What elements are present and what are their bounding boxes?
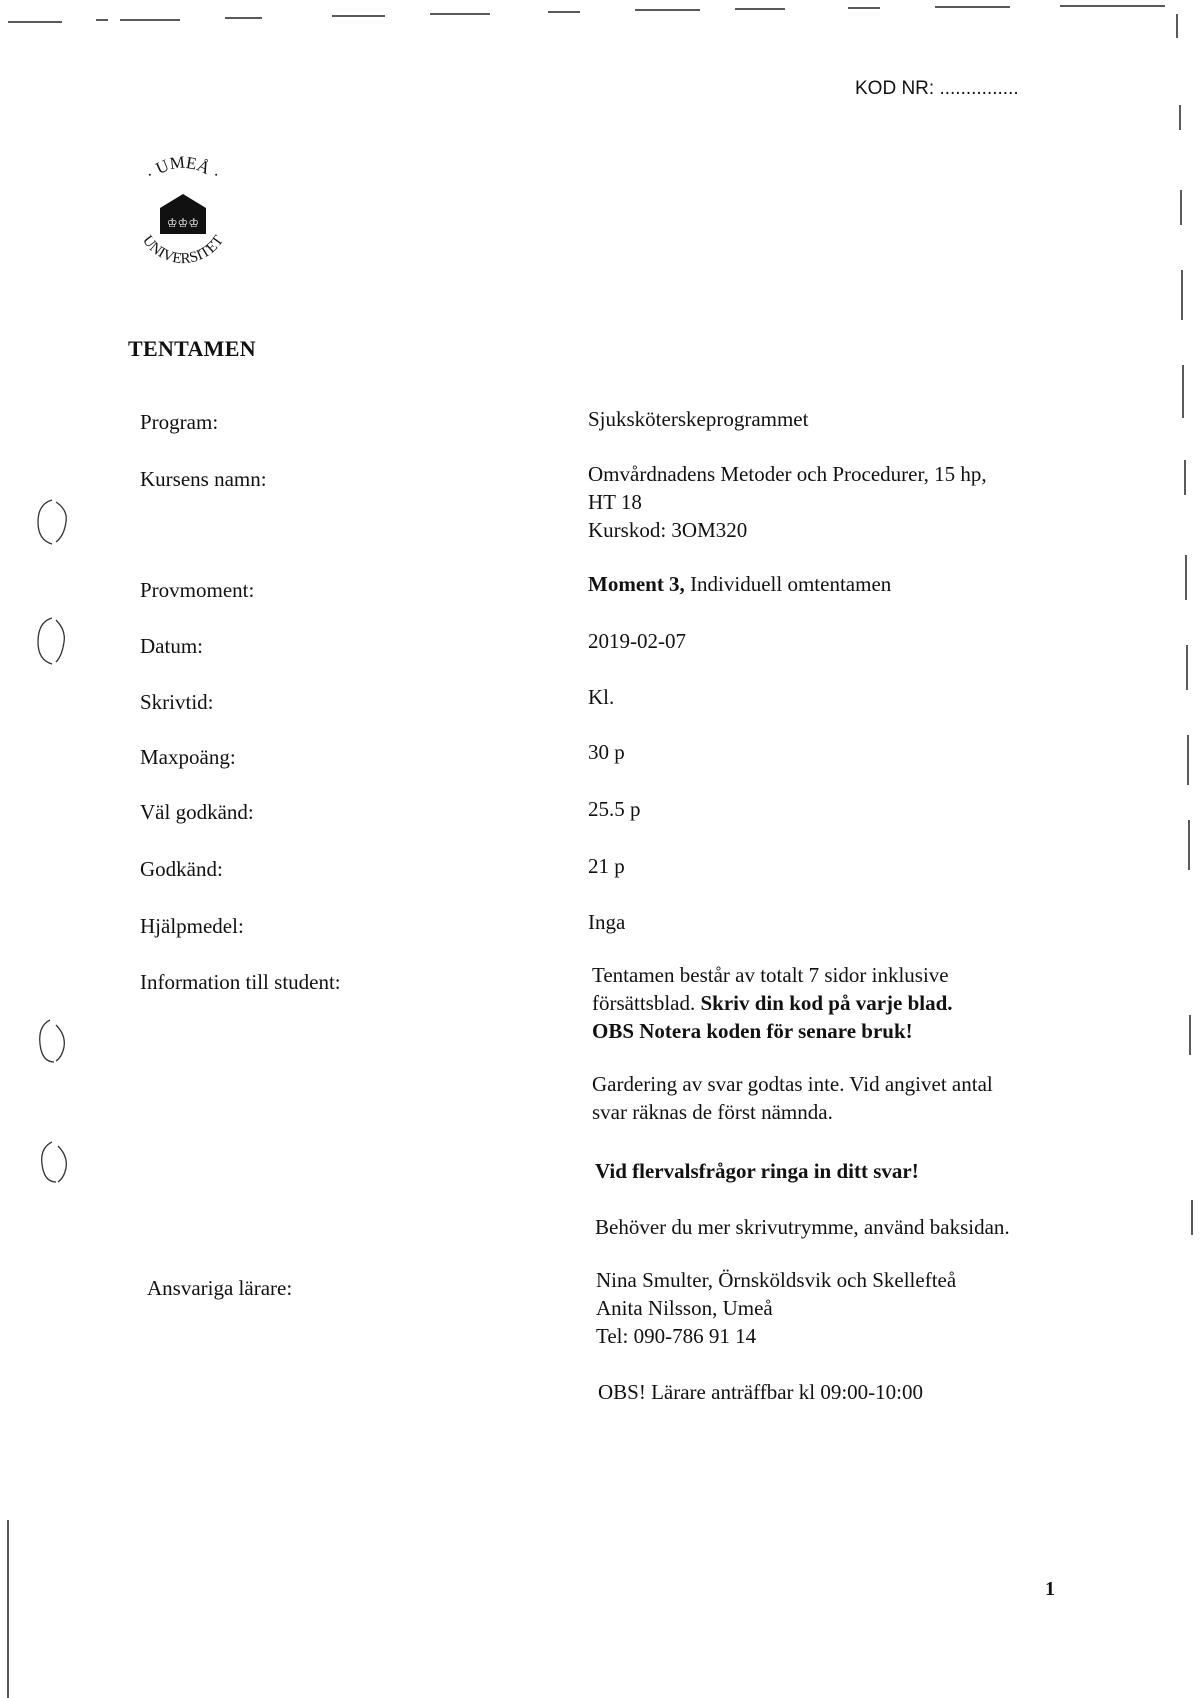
course-term-line: HT 18	[588, 490, 642, 514]
info-line: Gardering av svar godtas inte. Vid angivet antal	[592, 1072, 993, 1096]
teacher-line: Anita Nilsson, Umeå	[596, 1296, 773, 1320]
date-label: Datum:	[140, 634, 203, 658]
writing-time-label: Skrivtid:	[140, 690, 214, 714]
student-info-paragraph-4: Behöver du mer skrivutrymme, använd baksidan.	[595, 1215, 1010, 1239]
course-code-line: Kurskod: 3OM320	[588, 518, 748, 542]
svg-text:♔♔♔: ♔♔♔	[166, 216, 200, 230]
distinction-label: Väl godkänd:	[140, 800, 254, 824]
student-info-paragraph-2	[592, 1070, 993, 1126]
info-text: försättsblad.	[592, 991, 701, 1015]
student-info-paragraph-1	[592, 961, 953, 1045]
info-line: svar räknas de först nämnda.	[592, 1100, 833, 1124]
info-bold-text: Skriv din kod på varje blad.	[700, 991, 953, 1015]
student-info-label: Information till student:	[140, 970, 341, 994]
info-bold-text: OBS Notera koden för senare bruk!	[592, 1019, 913, 1043]
distinction-value: 25.5 p	[588, 797, 641, 821]
pass-label: Godkänd:	[140, 857, 223, 881]
code-number-field: KOD NR: ...............	[855, 78, 1019, 99]
info-line	[592, 1017, 953, 1045]
pass-value: 21 p	[588, 854, 625, 878]
aids-value: Inga	[588, 910, 626, 934]
program-value: Sjuksköterskeprogrammet	[588, 407, 809, 431]
svg-text:· UMEÅ ·: · UMEÅ ·	[141, 152, 225, 184]
exam-part-value	[588, 570, 891, 598]
page-number: 1	[1045, 1578, 1055, 1600]
writing-time-value: Kl.	[588, 685, 615, 709]
course-name-line: Omvårdnadens Metoder och Procedurer, 15 hp,	[588, 462, 987, 486]
exam-part-label: Provmoment:	[140, 578, 255, 602]
teacher-availability-note: OBS! Lärare anträffbar kl 09:00-10:00	[598, 1380, 924, 1404]
university-logo	[118, 148, 248, 278]
svg-text:UNIVERSITET: UNIVERSITET	[139, 232, 227, 268]
student-info-paragraph-3	[595, 1157, 919, 1185]
info-line	[592, 989, 953, 1017]
aids-label: Hjälpmedel:	[140, 914, 244, 938]
teacher-line: Nina Smulter, Örnsköldsvik och Skellefteå	[596, 1268, 957, 1292]
exam-part-bold: Moment 3,	[588, 572, 685, 596]
teacher-phone: Tel: 090-786 91 14	[596, 1324, 757, 1348]
info-bold-text: Vid flervalsfrågor ringa in ditt svar!	[595, 1159, 919, 1183]
exam-part-rest: Individuell omtentamen	[684, 572, 892, 596]
info-line: Tentamen består av totalt 7 sidor inklusive	[592, 963, 949, 987]
course-name-label: Kursens namn:	[140, 467, 267, 491]
teachers-value	[596, 1266, 956, 1350]
max-points-label: Maxpoäng:	[140, 745, 236, 769]
max-points-value: 30 p	[588, 740, 625, 764]
date-value: 2019-02-07	[588, 629, 686, 653]
page-title: TENTAMEN	[128, 336, 256, 361]
program-label: Program:	[140, 410, 219, 434]
course-name-value	[588, 460, 987, 544]
teachers-label: Ansvariga lärare:	[147, 1276, 293, 1300]
